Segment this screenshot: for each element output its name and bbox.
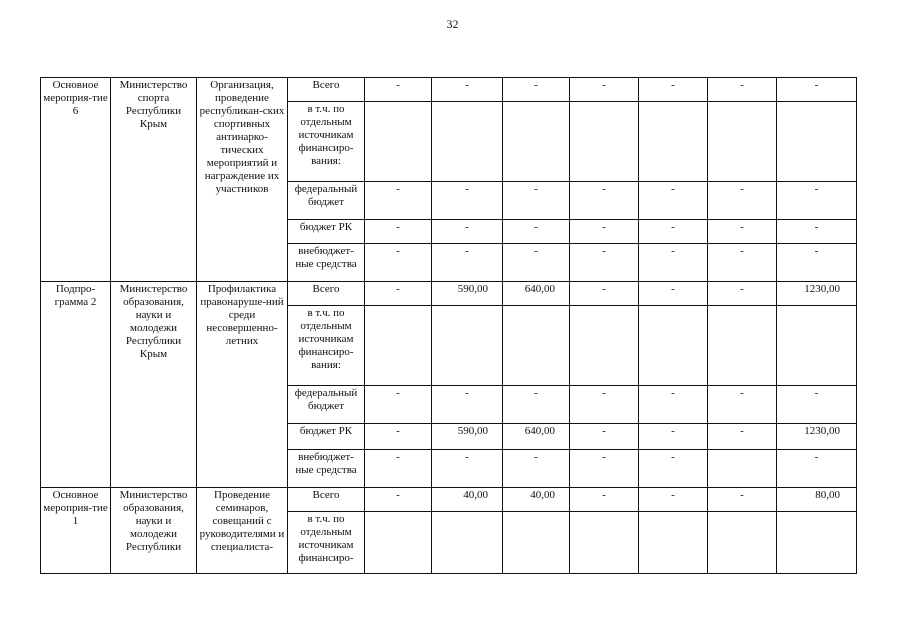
- value-cell: -: [365, 488, 432, 512]
- value-cell: -: [777, 182, 857, 220]
- value-cell: [503, 306, 570, 386]
- value-cell: -: [708, 182, 777, 220]
- value-cell: -: [570, 244, 639, 282]
- value-cell: [708, 512, 777, 574]
- funding-kind: Всего: [288, 78, 365, 102]
- value-cell: 80,00: [777, 488, 857, 512]
- row-code: Основное мероприя-тие 1: [41, 488, 111, 574]
- value-cell: -: [708, 78, 777, 102]
- value-cell: -: [503, 386, 570, 424]
- value-cell: 640,00: [503, 424, 570, 450]
- value-cell: 1230,00: [777, 282, 857, 306]
- funding-kind: федеральный бюджет: [288, 182, 365, 220]
- value-cell: -: [639, 220, 708, 244]
- value-cell: [365, 512, 432, 574]
- row-executor: Министерство образования, науки и молодежи Республики: [111, 488, 197, 574]
- value-cell: [570, 306, 639, 386]
- value-cell: -: [365, 450, 432, 488]
- value-cell: [708, 450, 777, 488]
- value-cell: [639, 102, 708, 182]
- value-cell: -: [503, 182, 570, 220]
- value-cell: -: [639, 282, 708, 306]
- value-cell: [432, 306, 503, 386]
- funding-kind: в т.ч. по отдельным источникам финансиро-вания:: [288, 102, 365, 182]
- value-cell: -: [708, 282, 777, 306]
- value-cell: -: [503, 220, 570, 244]
- value-cell: -: [365, 182, 432, 220]
- value-cell: -: [570, 386, 639, 424]
- value-cell: -: [432, 182, 503, 220]
- row-description: Проведение семинаров, совещаний с руководителями и специалиста-: [197, 488, 288, 574]
- page-number: 32: [446, 17, 459, 31]
- row-executor: Министерство образования, науки и молодежи Республики Крым: [111, 282, 197, 488]
- value-cell: [777, 512, 857, 574]
- budget-table: [40, 77, 857, 574]
- value-cell: -: [708, 244, 777, 282]
- value-cell: [570, 512, 639, 574]
- value-cell: -: [777, 220, 857, 244]
- row-executor: Министерство спорта Республики Крым: [111, 78, 197, 282]
- value-cell: [639, 512, 708, 574]
- row-code: Основное мероприя-тие 6: [41, 78, 111, 282]
- value-cell: -: [639, 78, 708, 102]
- row-description: Профилактика правонаруше-ний среди несовершенно-летних: [197, 282, 288, 488]
- value-cell: -: [365, 220, 432, 244]
- value-cell: -: [708, 386, 777, 424]
- value-cell: -: [570, 220, 639, 244]
- value-cell: [708, 306, 777, 386]
- value-cell: [708, 102, 777, 182]
- value-cell: -: [365, 282, 432, 306]
- value-cell: -: [570, 488, 639, 512]
- value-cell: -: [432, 450, 503, 488]
- value-cell: 590,00: [432, 282, 503, 306]
- value-cell: -: [639, 244, 708, 282]
- funding-kind: Всего: [288, 282, 365, 306]
- value-cell: -: [639, 386, 708, 424]
- value-cell: [639, 306, 708, 386]
- value-cell: 590,00: [432, 424, 503, 450]
- value-cell: -: [503, 244, 570, 282]
- value-cell: -: [365, 424, 432, 450]
- funding-kind: внебюджет-ные средства: [288, 244, 365, 282]
- value-cell: 640,00: [503, 282, 570, 306]
- table-row: [41, 488, 857, 512]
- value-cell: -: [639, 424, 708, 450]
- value-cell: [432, 512, 503, 574]
- funding-kind: в т.ч. по отдельным источникам финансиро-: [288, 512, 365, 574]
- value-cell: -: [639, 450, 708, 488]
- value-cell: -: [777, 244, 857, 282]
- value-cell: [365, 306, 432, 386]
- value-cell: [503, 102, 570, 182]
- value-cell: -: [570, 282, 639, 306]
- value-cell: -: [570, 78, 639, 102]
- funding-kind: внебюджет-ные средства: [288, 450, 365, 488]
- value-cell: [503, 512, 570, 574]
- value-cell: -: [432, 78, 503, 102]
- value-cell: -: [708, 488, 777, 512]
- value-cell: -: [365, 244, 432, 282]
- value-cell: -: [570, 182, 639, 220]
- value-cell: 40,00: [432, 488, 503, 512]
- value-cell: -: [777, 78, 857, 102]
- funding-kind: Всего: [288, 488, 365, 512]
- value-cell: -: [777, 450, 857, 488]
- value-cell: -: [503, 78, 570, 102]
- table-row: [41, 78, 857, 102]
- row-code: Подпро-грамма 2: [41, 282, 111, 488]
- value-cell: -: [503, 450, 570, 488]
- table-row: [41, 282, 857, 306]
- value-cell: -: [432, 386, 503, 424]
- value-cell: 1230,00: [777, 424, 857, 450]
- value-cell: -: [708, 220, 777, 244]
- value-cell: -: [432, 244, 503, 282]
- row-description: Организация, проведение республикан-ских спортивных антинарко-тических мероприятий и награждение их участников: [197, 78, 288, 282]
- value-cell: [432, 102, 503, 182]
- value-cell: -: [365, 78, 432, 102]
- funding-kind: федеральный бюджет: [288, 386, 365, 424]
- value-cell: -: [708, 424, 777, 450]
- value-cell: -: [777, 386, 857, 424]
- value-cell: -: [432, 220, 503, 244]
- value-cell: 40,00: [503, 488, 570, 512]
- value-cell: -: [639, 488, 708, 512]
- value-cell: -: [570, 424, 639, 450]
- funding-kind: бюджет РК: [288, 424, 365, 450]
- funding-kind: бюджет РК: [288, 220, 365, 244]
- value-cell: -: [365, 386, 432, 424]
- value-cell: [777, 102, 857, 182]
- value-cell: [570, 102, 639, 182]
- value-cell: -: [639, 182, 708, 220]
- value-cell: -: [570, 450, 639, 488]
- value-cell: [365, 102, 432, 182]
- value-cell: [777, 306, 857, 386]
- funding-kind: в т.ч. по отдельным источникам финансиро-вания:: [288, 306, 365, 386]
